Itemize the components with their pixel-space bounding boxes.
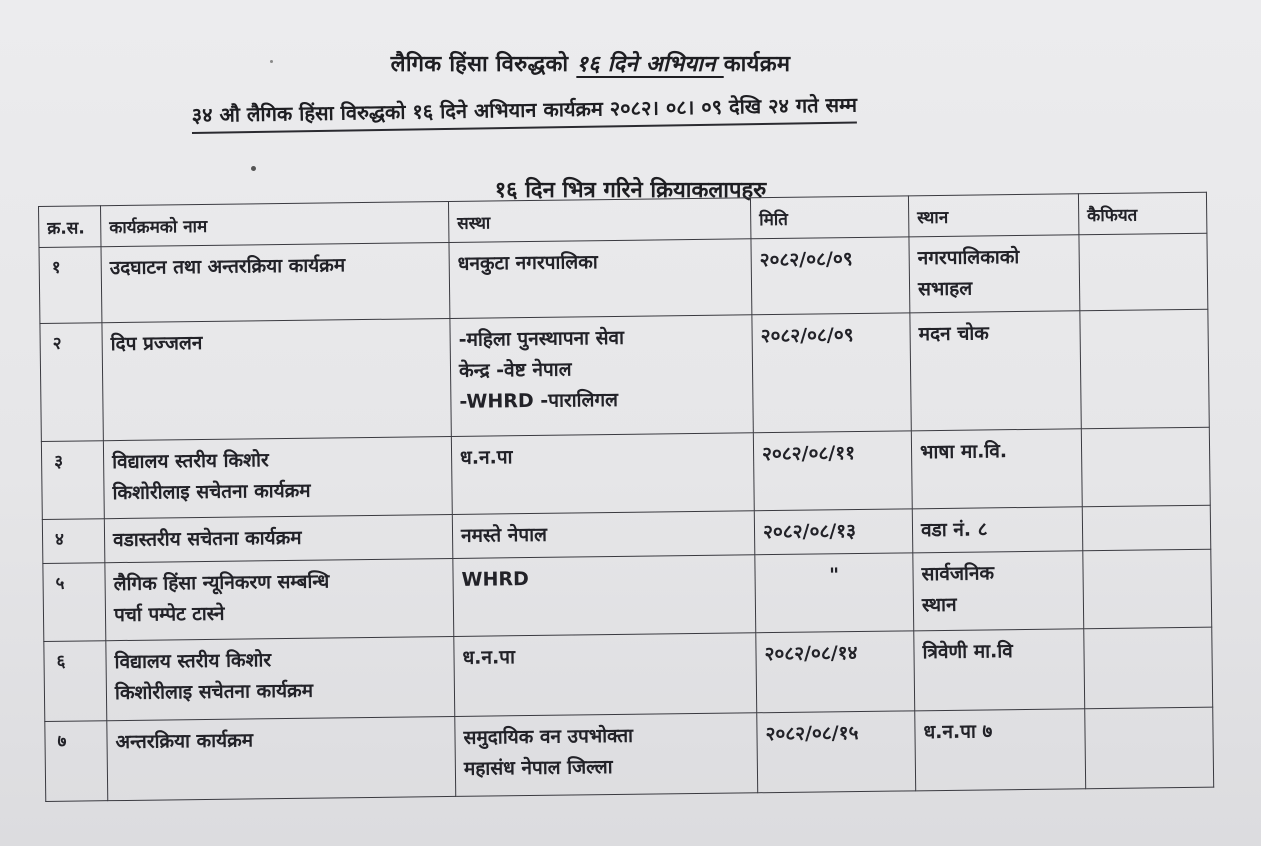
cell-line: किशोरीलाइ सचेतना कार्यक्रम xyxy=(112,479,311,505)
cell-line: पर्चा पम्पेट टास्ने xyxy=(113,603,225,627)
row-place xyxy=(914,629,1085,711)
row-remarks xyxy=(1082,505,1211,551)
cell-line: स्थान xyxy=(921,594,957,617)
cell-line: मदन चोक xyxy=(918,322,989,345)
cell-line: WHRD xyxy=(461,568,529,591)
cell-line: ध.न.पा ७ xyxy=(923,720,993,744)
row-program-name xyxy=(103,436,452,518)
activities-table xyxy=(38,192,1214,802)
row-remarks xyxy=(1083,549,1212,629)
row-date: २०८२/०८/११ xyxy=(753,431,912,511)
table-row xyxy=(44,627,1213,721)
row-remarks xyxy=(1080,309,1209,429)
row-program-name xyxy=(106,637,455,721)
cell-line: सभाहल xyxy=(917,277,973,301)
row-serial: ७ xyxy=(45,721,108,802)
row-date: २०८२/०८/१३ xyxy=(754,509,913,555)
row-organization xyxy=(453,555,756,637)
row-place xyxy=(913,551,1084,631)
activities-table-wrapper xyxy=(38,192,1214,802)
table-row xyxy=(41,427,1210,519)
header-place: स्थान xyxy=(908,194,1078,237)
cell-line: उदघाटन तथा अन्तरक्रिया कार्यक्रम xyxy=(109,254,346,280)
row-remarks xyxy=(1081,427,1210,507)
row-date: २०८२/०८/१४ xyxy=(756,631,915,713)
cell-line: -महिला पुनस्थापना सेवा xyxy=(458,326,625,351)
header-organization: सस्था xyxy=(448,198,750,243)
row-program-name xyxy=(107,717,456,801)
row-organization xyxy=(450,315,753,437)
cell-line: किशोरीलाइ सचेतना कार्यक्रम xyxy=(114,680,314,705)
table-heading: १६ दिन भित्र गरिने क्रियाकलापहरु xyxy=(494,178,767,203)
cell-line: दिप प्रज्जलन xyxy=(110,331,203,355)
row-date: २०८२/०८/०९ xyxy=(751,237,910,315)
row-serial: २ xyxy=(40,322,103,441)
row-program-name xyxy=(101,243,450,323)
row-date: " xyxy=(755,553,914,633)
row-program-name xyxy=(102,318,451,440)
header-program-name: कार्यक्रमको नाम xyxy=(101,201,449,246)
row-organization xyxy=(455,713,758,797)
row-place xyxy=(910,311,1081,431)
document-title xyxy=(0,48,1221,78)
cell-line: नगरपालिकाको xyxy=(917,246,1020,270)
cell-line: ध.न.पा xyxy=(462,646,516,669)
row-remarks xyxy=(1085,707,1214,789)
table-row xyxy=(40,309,1209,441)
cell-line: वडास्तरीय सचेतना कार्यक्रम xyxy=(112,526,302,551)
row-serial: ६ xyxy=(44,641,107,722)
row-organization xyxy=(451,433,754,515)
row-serial: ३ xyxy=(41,440,104,519)
row-serial: ४ xyxy=(42,518,105,563)
row-program-name xyxy=(104,514,453,563)
row-serial: १ xyxy=(39,247,102,323)
cell-line: त्रिवेणी मा.वि xyxy=(922,640,1013,664)
row-remarks xyxy=(1079,233,1208,310)
row-place xyxy=(912,506,1083,552)
title-highlight: १६ दिने अभियान xyxy=(576,52,724,77)
row-place xyxy=(909,235,1080,313)
header-serial: क्र.स. xyxy=(39,206,101,248)
table-body xyxy=(39,233,1214,801)
row-serial: ५ xyxy=(43,563,106,642)
document-subtitle: ३४ औ लैगिक हिंसा विरुद्धको १६ दिने अभियान कार्यक्रम २०८२। ०८। ०९ देखि २४ गते सम्म xyxy=(191,91,857,134)
cell-line: -WHRD -पारालिगल xyxy=(459,389,619,414)
cell-line: विद्यालय स्तरीय किशोर xyxy=(111,448,269,473)
row-place xyxy=(915,709,1086,791)
cell-line: धनकुटा नगरपालिका xyxy=(457,251,598,275)
ink-speck xyxy=(251,166,256,171)
cell-line: नमस्ते नेपाल xyxy=(460,523,548,547)
row-date: २०८२/०८/०९ xyxy=(752,313,911,433)
cell-line: केन्द्र -वेष्ट नेपाल xyxy=(458,358,572,382)
cell-line: अन्तरक्रिया कार्यक्रम xyxy=(115,729,254,754)
table-row xyxy=(43,549,1212,641)
row-organization xyxy=(452,511,755,559)
row-program-name xyxy=(105,559,454,641)
title-suffix: कार्यक्रम xyxy=(723,52,791,77)
row-place xyxy=(911,429,1082,509)
cell-line: ध.न.पा xyxy=(459,445,513,469)
table-row xyxy=(45,707,1214,801)
row-remarks xyxy=(1084,627,1213,709)
row-organization xyxy=(454,633,757,717)
cell-line: भाषा मा.वि. xyxy=(919,439,1008,463)
row-organization xyxy=(449,239,752,318)
cell-line: लैगिक हिंसा न्यूनिकरण सम्बन्धि xyxy=(113,570,330,596)
header-remarks: कैफियत xyxy=(1078,192,1206,235)
cell-line: सार्वजनिक xyxy=(921,562,995,586)
table-row xyxy=(39,233,1208,323)
cell-line: समुदायिक वन उपभोक्ता xyxy=(463,724,634,749)
cell-line: वडा नं. ८ xyxy=(920,518,988,541)
title-prefix: लैगिक हिंसा विरुद्धको xyxy=(390,52,577,77)
header-date: मिति xyxy=(750,196,908,239)
cell-line: विद्यालय स्तरीय किशोर xyxy=(114,649,272,674)
cell-line: महासंध नेपाल जिल्ला xyxy=(463,756,613,781)
row-date: २०८२/०८/१५ xyxy=(757,711,916,793)
